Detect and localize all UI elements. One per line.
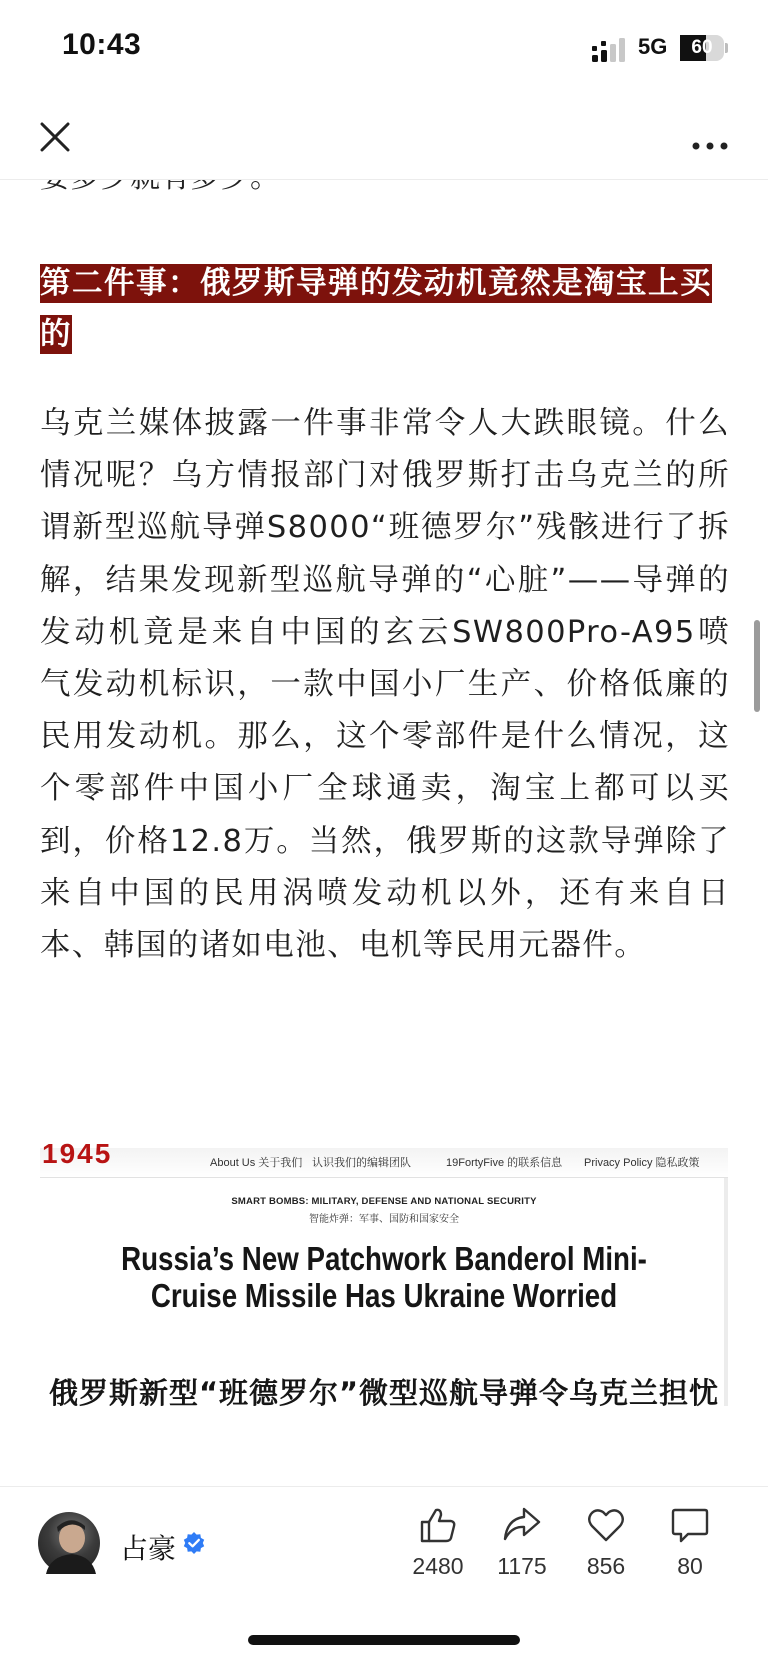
nav-bar	[0, 100, 768, 180]
embed-kicker: SMART BOMBS: MILITARY, DEFENSE AND NATIONAL SECURITY	[231, 1196, 537, 1207]
status-bar	[0, 0, 768, 100]
thumbs-up-icon	[418, 1505, 458, 1545]
comment-count: 80	[677, 1553, 703, 1579]
share-button[interactable]	[482, 1505, 562, 1595]
close-icon[interactable]	[36, 118, 76, 158]
embed-nav-link: 19FortyFive 的联系信息	[446, 1157, 563, 1169]
embed-kicker-translation: 智能炸弹：军事、国防和国家安全	[309, 1214, 459, 1225]
author-name[interactable]: 占豪	[120, 1532, 177, 1565]
embed-nav-link: About Us 关于我们	[210, 1157, 303, 1169]
avatar-portrait-icon	[38, 1512, 100, 1574]
embed-scrollbar	[724, 1178, 728, 1406]
article-paragraph: 乌克兰媒体披露一件事非常令人大跌眼镜。什么情况呢？乌方情报部门对俄罗斯打击乌克兰的所谓新型巡航导弹S8000“班德罗尔”残骸进行了拆解，结果发现新型巡航导弹的“心脏”——导弹的发动机竟是来自中国的玄云SW800Pro-A95喷气发动机标识，一款中国小厂生产、价格低廉的民用发动机。那么，这个零部件是什么情况，这个零部件中国小厂全球通卖，淘宝上都可以买到，价格12.8万。当然，俄罗斯的这款导弹除了来自中国的民用涡喷发动机以外，还有来自日本、韩国的诸如电池、电机等民用元器件。	[40, 406, 730, 964]
battery-level: 60	[691, 37, 713, 58]
verified-badge-icon	[182, 1531, 206, 1555]
favorite-button[interactable]	[566, 1505, 646, 1595]
embed-nav-link: Privacy Policy 隐私政策	[584, 1157, 700, 1169]
section-heading-text: 第二件事：俄罗斯导弹的发动机竟然是淘宝上买的	[40, 266, 712, 352]
article-body	[0, 180, 768, 1486]
comment-icon	[670, 1505, 710, 1545]
author-avatar[interactable]	[38, 1512, 100, 1574]
battery-body	[680, 35, 724, 61]
bottom-action-bar	[0, 1486, 768, 1663]
share-icon	[502, 1505, 542, 1545]
status-time: 10:43	[62, 28, 142, 61]
embed-headline-translation: 俄罗斯新型“班德罗尔”微型巡航导弹令乌克兰担忧	[48, 1376, 720, 1410]
share-count: 1175	[497, 1553, 547, 1579]
embed-site-header	[40, 1138, 728, 1178]
embed-headline: Russia’s New Patchwork Banderol Mini-Cruise Missile Has Ukraine Worried	[121, 1240, 647, 1314]
embed-nav-link: 认识我们的编辑团队	[312, 1157, 411, 1169]
heart-icon	[586, 1505, 626, 1545]
page-scroll-indicator[interactable]	[754, 620, 760, 712]
section-heading	[40, 258, 730, 360]
cellular-signal-icon	[592, 38, 628, 64]
more-dots-icon[interactable]	[690, 118, 734, 158]
battery-icon	[680, 35, 728, 61]
embed-site-logo: 1945	[42, 1138, 113, 1169]
comment-button[interactable]	[650, 1505, 730, 1595]
like-button[interactable]	[398, 1505, 478, 1595]
network-type-label: 5G	[638, 34, 668, 59]
battery-tip	[725, 43, 728, 53]
home-indicator[interactable]	[248, 1635, 520, 1645]
embedded-article-image[interactable]	[40, 1138, 728, 1410]
favorite-count: 856	[586, 1553, 626, 1579]
like-count: 2480	[412, 1553, 464, 1579]
